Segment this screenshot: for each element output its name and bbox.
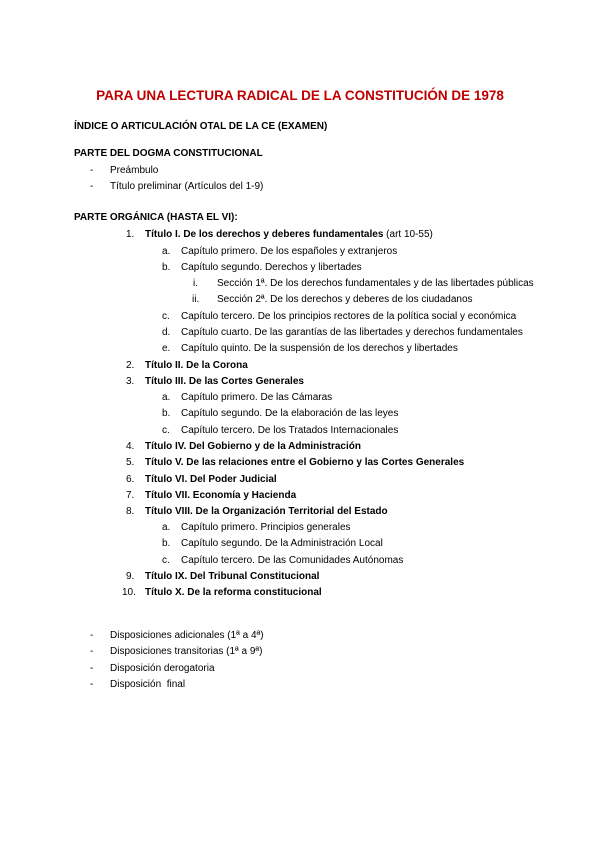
chapter-text: Capítulo cuarto. De las garantías de las libertades y derechos fundamentales bbox=[181, 327, 523, 338]
item-letter: b. bbox=[162, 538, 171, 549]
title-item bbox=[126, 360, 248, 372]
title-item bbox=[126, 441, 361, 453]
chapter-text: Capítulo segundo. Derechos y libertades bbox=[181, 262, 362, 273]
title-name: Título I. De los derechos y deberes fundamentales bbox=[145, 229, 384, 240]
item-number: 9. bbox=[126, 571, 135, 582]
bullet-dash: - bbox=[90, 181, 94, 192]
item-letter: c. bbox=[162, 555, 170, 566]
chapter-item bbox=[162, 327, 523, 339]
chapter-text: Capítulo segundo. De la elaboración de las leyes bbox=[181, 408, 399, 419]
chapter-item bbox=[162, 343, 458, 355]
title-item bbox=[126, 376, 304, 388]
list-item-text: Disposiciones adicionales (1ª a 4ª) bbox=[110, 630, 264, 641]
title-name: Título III. De las Cortes Generales bbox=[145, 376, 304, 387]
chapter-item bbox=[162, 392, 332, 404]
chapter-item bbox=[162, 555, 403, 567]
title-item bbox=[126, 506, 388, 518]
list-item bbox=[90, 630, 264, 642]
chapter-text: Capítulo segundo. De la Administración Local bbox=[181, 538, 383, 549]
chapter-item bbox=[162, 425, 398, 437]
title-name: Título IV. Del Gobierno y de la Administración bbox=[145, 441, 361, 452]
title-name: Título V. De las relaciones entre el Gobierno y las Cortes Generales bbox=[145, 457, 465, 468]
chapter-item bbox=[162, 522, 351, 534]
title-name: Título VII. Economía y Hacienda bbox=[145, 490, 297, 501]
item-number: 10. bbox=[122, 587, 136, 598]
chapter-text: Capítulo tercero. De las Comunidades Autónomas bbox=[181, 555, 404, 566]
item-letter: c. bbox=[162, 425, 170, 436]
title-name: Título X. De la reforma constitucional bbox=[145, 587, 322, 598]
item-letter: a. bbox=[162, 246, 171, 257]
item-letter: a. bbox=[162, 522, 171, 533]
item-number: 7. bbox=[126, 490, 135, 501]
index-heading: ÍNDICE O ARTICULACIÓN OTAL DE LA CE (EXAMEN) bbox=[74, 121, 328, 132]
chapter-item bbox=[162, 408, 398, 420]
bullet-dash: - bbox=[90, 630, 94, 641]
chapter-item bbox=[162, 538, 383, 550]
list-item-text: Título preliminar (Artículos del 1-9) bbox=[110, 181, 264, 192]
item-letter: d. bbox=[162, 327, 171, 338]
list-item-text: Disposición derogatoria bbox=[110, 663, 215, 674]
chapter-text: Capítulo primero. De las Cámaras bbox=[181, 392, 333, 403]
item-number: 5. bbox=[126, 457, 135, 468]
bullet-dash: - bbox=[90, 165, 94, 176]
chapter-text: Capítulo primero. De los españoles y extranjeros bbox=[181, 246, 398, 257]
chapter-item bbox=[162, 262, 362, 274]
item-number: 6. bbox=[126, 474, 135, 485]
title-item bbox=[126, 229, 433, 241]
chapter-text: Capítulo tercero. De los principios rectores de la política social y económica bbox=[181, 311, 517, 322]
chapter-text: Capítulo primero. Principios generales bbox=[181, 522, 351, 533]
chapter-text: Capítulo quinto. De la suspensión de los derechos y libertades bbox=[181, 343, 458, 354]
section-text: Sección 1ª. De los derechos fundamentales y de las libertades públicas bbox=[217, 278, 534, 289]
list-item-text: Disposición final bbox=[110, 679, 186, 690]
bullet-dash: - bbox=[90, 646, 94, 657]
chapter-item bbox=[162, 246, 397, 258]
title-item bbox=[126, 474, 277, 486]
title-name: Título VI. Del Poder Judicial bbox=[145, 474, 277, 485]
organica-heading: PARTE ORGÁNICA (HASTA EL VI): bbox=[74, 212, 238, 223]
section-item bbox=[193, 278, 534, 290]
title-name: Título II. De la Corona bbox=[145, 360, 248, 371]
item-number: 3. bbox=[126, 376, 135, 387]
item-letter: b. bbox=[162, 408, 171, 419]
list-item bbox=[90, 646, 262, 658]
title-item bbox=[126, 571, 319, 583]
list-item-text: Preámbulo bbox=[110, 165, 159, 176]
item-letter: b. bbox=[162, 262, 171, 273]
list-item bbox=[90, 679, 185, 691]
chapter-item bbox=[162, 311, 516, 323]
title-item bbox=[122, 587, 322, 599]
item-number: 2. bbox=[126, 360, 135, 371]
bullet-dash: - bbox=[90, 663, 94, 674]
list-item bbox=[90, 181, 263, 193]
section-text: Sección 2ª. De los derechos y deberes de los ciudadanos bbox=[217, 294, 473, 305]
item-letter: c. bbox=[162, 311, 170, 322]
bullet-dash: - bbox=[90, 679, 94, 690]
title-name: Título VIII. De la Organización Territorial del Estado bbox=[145, 506, 388, 517]
title-item bbox=[126, 490, 296, 502]
list-item bbox=[90, 663, 215, 675]
item-number: 1. bbox=[126, 229, 135, 240]
list-item bbox=[90, 165, 158, 177]
list-item-text: Disposiciones transitorias (1ª a 9ª) bbox=[110, 646, 263, 657]
dogma-heading: PARTE DEL DOGMA CONSTITUCIONAL bbox=[74, 148, 263, 159]
chapter-text: Capítulo tercero. De los Tratados Internacionales bbox=[181, 425, 399, 436]
item-letter: a. bbox=[162, 392, 171, 403]
item-roman: i. bbox=[193, 278, 198, 289]
title-name: Título IX. Del Tribunal Constitucional bbox=[145, 571, 320, 582]
title-item bbox=[126, 457, 464, 469]
item-number: 4. bbox=[126, 441, 135, 452]
section-item bbox=[192, 294, 473, 306]
item-roman: ii. bbox=[192, 294, 200, 305]
item-number: 8. bbox=[126, 506, 135, 517]
title-articles: (art 10-55) bbox=[383, 229, 433, 240]
item-letter: e. bbox=[162, 343, 171, 354]
page-title: PARA UNA LECTURA RADICAL DE LA CONSTITUCIÓN DE 1978 bbox=[96, 88, 504, 103]
